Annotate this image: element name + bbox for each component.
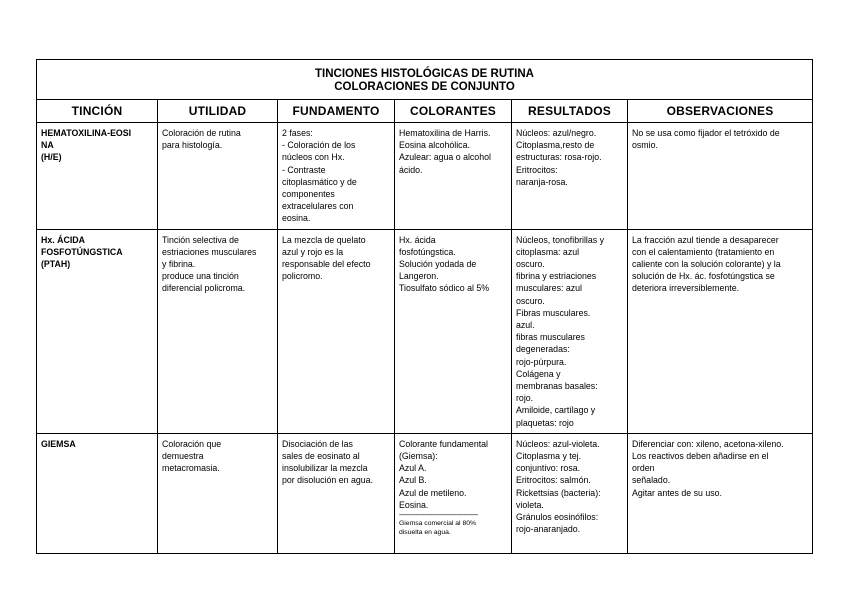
cell-observaciones: Diferenciar con: xileno, acetona-xileno. Los reactivos deben añadirse en el orden señalado. Agitar antes de su uso. [628, 433, 813, 553]
cell-fundamento: 2 fases: - Coloración de los núcleos con Hx. - Contraste citoplasmático y de componentes extracelulares con eosina. [278, 123, 395, 230]
header-resultados: RESULTADOS [512, 100, 628, 123]
header-fundamento: FUNDAMENTO [278, 100, 395, 123]
cell-utilidad: Coloración de rutina para histología. [158, 123, 278, 230]
cell-resultados: Núcleos: azul-violeta. Citoplasma y tej. conjuntivo: rosa. Eritrocitos: salmón. Rickettsias (bacteria): violeta. Gránulos eosinófilos: rojo-anaranjado. [512, 433, 628, 553]
cell-observaciones: No se usa como fijador el tetróxido de osmio. [628, 123, 813, 230]
title-row [37, 60, 813, 100]
table-title [37, 60, 813, 100]
cell-colorantes: Hx. ácida fosfotúngstica. Solución yodada de Langeron. Tiosulfato sódico al 5% [395, 229, 512, 433]
cell-tincion: HEMATOXILINA-EOSI NA (H/E) [37, 123, 158, 230]
title-line-2: COLORACIONES DE CONJUNTO [334, 80, 515, 93]
table-row-he [37, 123, 813, 230]
cell-observaciones: La fracción azul tiende a desaparecer con el calentamiento (tratamiento en caliente con la solución colorante) y la solución de Hx. ác. fosfotúngstica se deteriora irreversiblemente. [628, 229, 813, 433]
cell-resultados: Núcleos: azul/negro. Citoplasma,resto de estructuras: rosa-rojo. Eritrocitos: naranja-rosa. [512, 123, 628, 230]
cell-resultados: Núcleos, tonofibrillas y citoplasma: azul oscuro. fibrina y estriaciones musculares: azul oscuro. Fibras musculares. azul. fibras musculares degeneradas: rojo-púrpura. Colágena y membranas basales: rojo. Amiloide, cartílago y plaquetas: rojo [512, 229, 628, 433]
table-row-giemsa [37, 433, 813, 553]
header-observaciones: OBSERVACIONES [628, 100, 813, 123]
cell-utilidad: Tinción selectiva de estriaciones musculares y fibrina. produce una tinción diferencial policroma. [158, 229, 278, 433]
cell-fundamento: Disociación de las sales de eosinato al insolubilizar la mezcla por disolución en agua. [278, 433, 395, 553]
title-line-1: TINCIONES HISTOLÓGICAS DE RUTINA [315, 67, 534, 80]
cell-tincion: GIEMSA [37, 433, 158, 553]
cell-fundamento: La mezcla de quelato azul y rojo es la responsable del efecto policromo. [278, 229, 395, 433]
header-colorantes: COLORANTES [395, 100, 512, 123]
colorantes-note: Giemsa comercial al 80% disuelta en agua. [399, 520, 477, 536]
header-row [37, 100, 813, 123]
cell-colorantes: Hematoxilina de Harris. Eosina alcohólica. Azulear: agua o alcohol ácido. [395, 123, 512, 230]
header-utilidad: UTILIDAD [158, 100, 278, 123]
cell-tincion: Hx. ÁCIDA FOSFOTÚNGSTICA (PTAH) [37, 229, 158, 433]
histology-table-container [36, 59, 812, 554]
separator-line: ------------------------------------------- [399, 512, 478, 520]
histology-table [36, 59, 813, 554]
header-tincion: TINCIÓN [37, 100, 158, 123]
table-row-ptah [37, 229, 813, 433]
cell-colorantes [395, 433, 512, 553]
colorantes-list: Colorante fundamental (Giemsa): Azul A. Azul B. Azul de metileno. Eosina. [399, 438, 489, 510]
cell-utilidad: Coloración que demuestra metacromasia. [158, 433, 278, 553]
